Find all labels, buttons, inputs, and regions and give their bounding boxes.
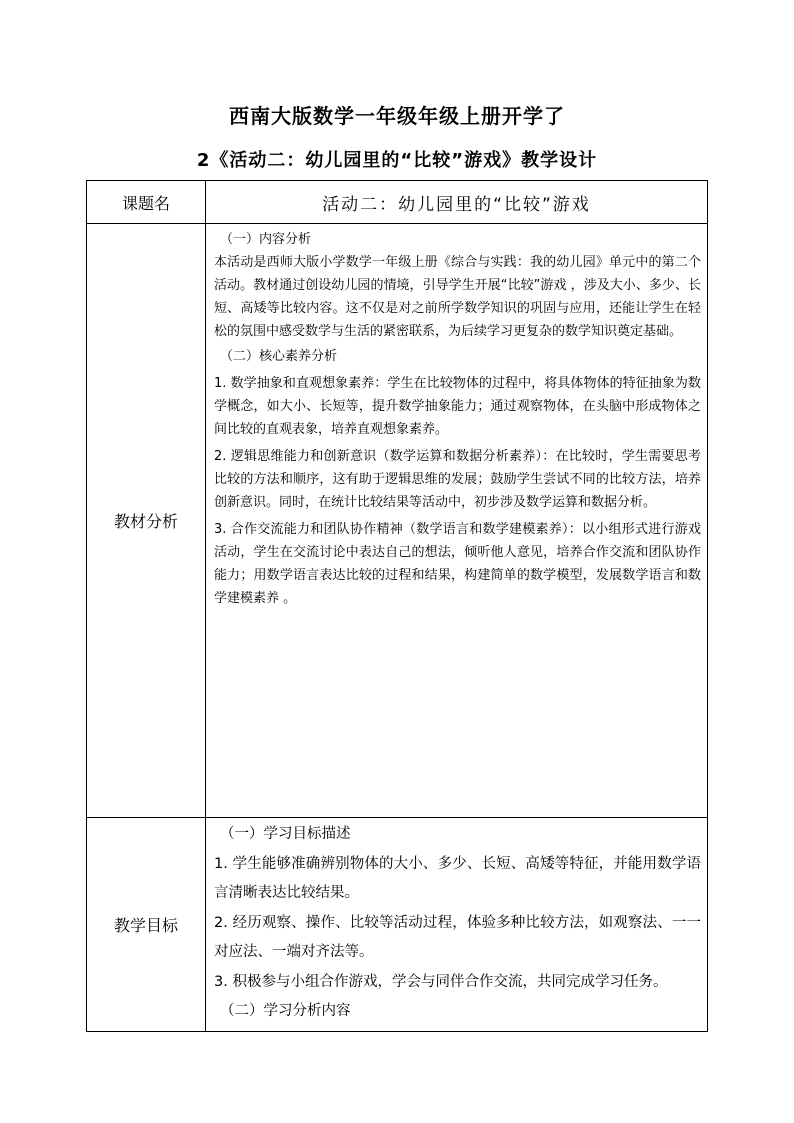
analysis-row [87,224,708,818]
goal-point: 3. 积极参与小组合作游戏，学会与同伴合作交流，共同完成学习任务。 [214,973,668,990]
core-literacy-heading: （二）核心素养分析 [220,349,338,364]
analysis-label: 教材分析 [87,224,206,818]
literacy-point: 2. 逻辑思维能力和创新意识（数学运算和数据分析素养）：在比较时，学生需要思考比较的方法和顺序，这有助于逻辑思维的发展；鼓励学生尝试不同的比较方法，培养创新意识。同时，在统计比较结果等活动中，初步涉及数学运算和数据分析。 [214,449,701,510]
goal-point: 2. 经历观察、操作、比较等活动过程，体验多种比较方法，如观察法、一一对应法、一端对齐法等。 [214,914,701,960]
goals-label: 教学目标 [87,818,206,1032]
analysis-content [206,224,708,818]
literacy-point: 3. 合作交流能力和团队协作精神（数学语言和数学建模素养）：以小组形式进行游戏活动，学生在交流讨论中表达自己的想法，倾听他人意见，培养合作交流和团队协作能力；用数学语言表达比较的过程和结果，构建简单的数学模型，发展数学语言和数学建模素养 。 [214,522,701,606]
content-analysis-heading: （一）内容分析 [220,232,312,247]
document-subtitle: 2《活动二：幼儿园里的“比较”游戏》教学设计 [196,150,598,171]
topic-label: 课题名 [87,181,206,224]
goals-content [206,818,708,1032]
document-title: 西南大版数学一年级年级上册开学了 [229,104,565,128]
topic-row [87,181,708,224]
learning-goals-heading: （一）学习目标描述 [220,826,351,842]
topic-value: 活动二：幼儿园里的“比较”游戏 [206,181,708,224]
literacy-point: 1. 数学抽象和直观想象素养：学生在比较物体的过程中，将具体物体的特征抽象为数学概念，如大小、长短等，提升数学抽象能力；通过观察物体，在头脑中形成物体之间比较的直观表象，培养直观想象素养。 [214,376,701,437]
content-analysis-text: 本活动是西师大版小学数学一年级上册《综合与实践：我的幼儿园》单元中的第二个活动。教材通过创设幼儿园的情境，引导学生开展“比较”游戏 ，涉及大小、多少、长短、高矮等比较内容。这不仅是对之前所学数学知识的巩固与应用，还能让学生在轻松的氛围中感受数学与生活的紧密联系，为后续学习更复杂的数学知识奠定基础。 [214,255,701,339]
goal-point: 1. 学生能够准确辨别物体的大小、多少、长短、高矮等特征，并能用数学语言清晰表达比较结果。 [214,855,701,901]
lesson-plan-table [86,180,708,1032]
learning-analysis-heading: （二）学习分析内容 [220,1003,351,1019]
goals-row [87,818,708,1032]
